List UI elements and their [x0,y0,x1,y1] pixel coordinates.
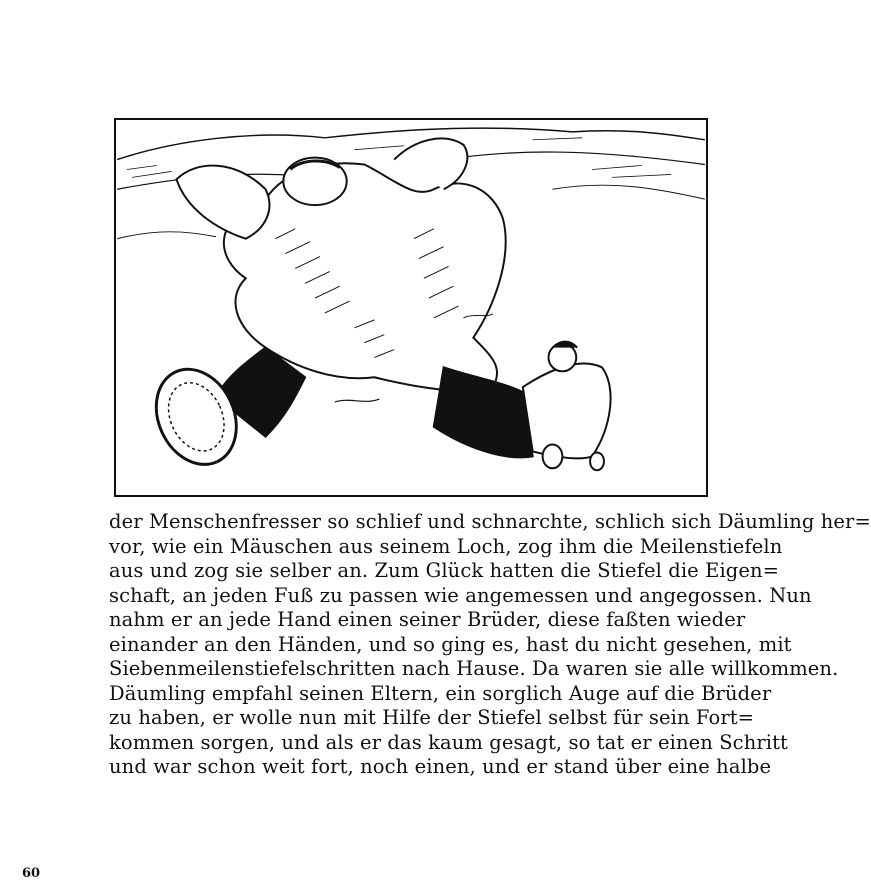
sleeping-ogre-illustration [114,118,708,497]
text-line: schaft, an jeden Fuß zu passen wie angemessen und angegossen. Nun [109,583,812,607]
text-line: vor, wie ein Mäuschen aus seinem Loch, zog ihm die Meilenstiefeln [109,534,783,558]
text-line: und war schon weit fort, noch einen, und er stand über eine halbe [109,755,772,778]
ogre-drawing-icon [116,120,706,495]
page-number: 60 [22,866,41,881]
text-line: kommen sorgen, und als er das kaum gesagt, so tat er einen Schritt [109,730,788,754]
text-line: der Menschenfresser so schlief und schnarchte, schlich sich Däumling her= [109,510,871,533]
text-line: aus und zog sie selber an. Zum Glück hatten die Stiefel die Eigen= [109,559,780,582]
text-line: Siebenmeilenstiefelschritten nach Hause. Da waren sie alle willkommen. [109,657,839,680]
text-line: Däumling empfahl seinen Eltern, ein sorglich Auge auf die Brüder [109,681,772,705]
text-line: nahm er an jede Hand einen seiner Brüder, diese faßten wieder [109,608,746,631]
text-line: einander an den Händen, und so ging es, hast du nicht gesehen, mit [109,632,792,656]
story-text [109,510,871,780]
text-line: zu haben, er wolle nun mit Hilfe der Stiefel selbst für sein Fort= [109,706,755,729]
